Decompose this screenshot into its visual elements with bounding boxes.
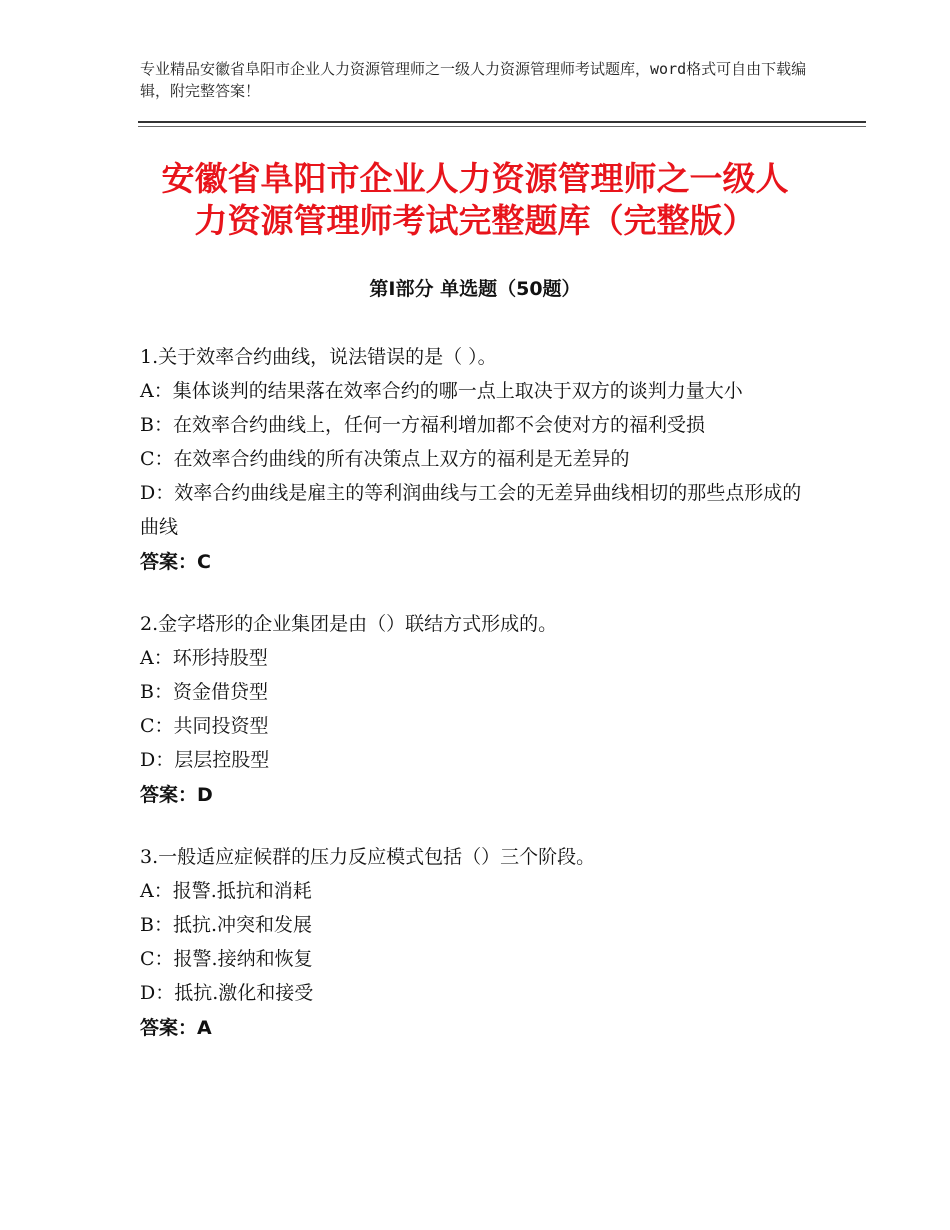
option-b: B：资金借贷型 [140, 681, 268, 703]
question-1 [140, 340, 810, 580]
question-stem: 1.关于效率合约曲线，说法错误的是（ ）。 [140, 346, 497, 368]
option-b: B：在效率合约曲线上，任何一方福利增加都不会使对方的福利受损 [140, 414, 705, 436]
option-c: C：在效率合约曲线的所有决策点上双方的福利是无差异的 [140, 448, 630, 470]
header-rule-thick [138, 121, 866, 123]
option-a: A：集体谈判的结果落在效率合约的哪一点上取决于双方的谈判力量大小 [140, 380, 743, 402]
document-title [120, 158, 830, 242]
question-stem: 2.金字塔形的企业集团是由（）联结方式形成的。 [140, 613, 558, 635]
header-note: 专业精品安徽省阜阳市企业人力资源管理师之一级人力资源管理师考试题库，word格式可自由下载编辑，附完整答案！ [140, 60, 807, 100]
option-a: A：报警.抵抗和消耗 [140, 880, 312, 902]
answer: 答案：C [140, 551, 211, 573]
document-title-line-2: 力资源管理师考试完整题库（完整版） [194, 201, 756, 240]
option-b: B：抵抗.冲突和发展 [140, 914, 313, 936]
answer: 答案：A [140, 1017, 212, 1039]
question-2 [140, 607, 810, 813]
option-a: A：环形持股型 [140, 647, 268, 669]
option-d: D：效率合约曲线是雇主的等利润曲线与工会的无差异曲线相切的那些点形成的曲线 [140, 482, 802, 538]
question-stem: 3.一般适应症候群的压力反应模式包括（）三个阶段。 [140, 846, 596, 868]
question-3 [140, 840, 810, 1046]
question-list [140, 340, 810, 1073]
option-d: D：抵抗.激化和接受 [140, 982, 314, 1004]
answer: 答案：D [140, 784, 213, 806]
option-c: C：报警.接纳和恢复 [140, 948, 313, 970]
document-title-line-1: 安徽省阜阳市企业人力资源管理师之一级人 [161, 159, 789, 198]
section-title: 第Ⅰ部分 单选题（50题） [369, 278, 581, 300]
header-rule-thin [138, 126, 866, 127]
option-d: D：层层控股型 [140, 749, 270, 771]
option-c: C：共同投资型 [140, 715, 269, 737]
